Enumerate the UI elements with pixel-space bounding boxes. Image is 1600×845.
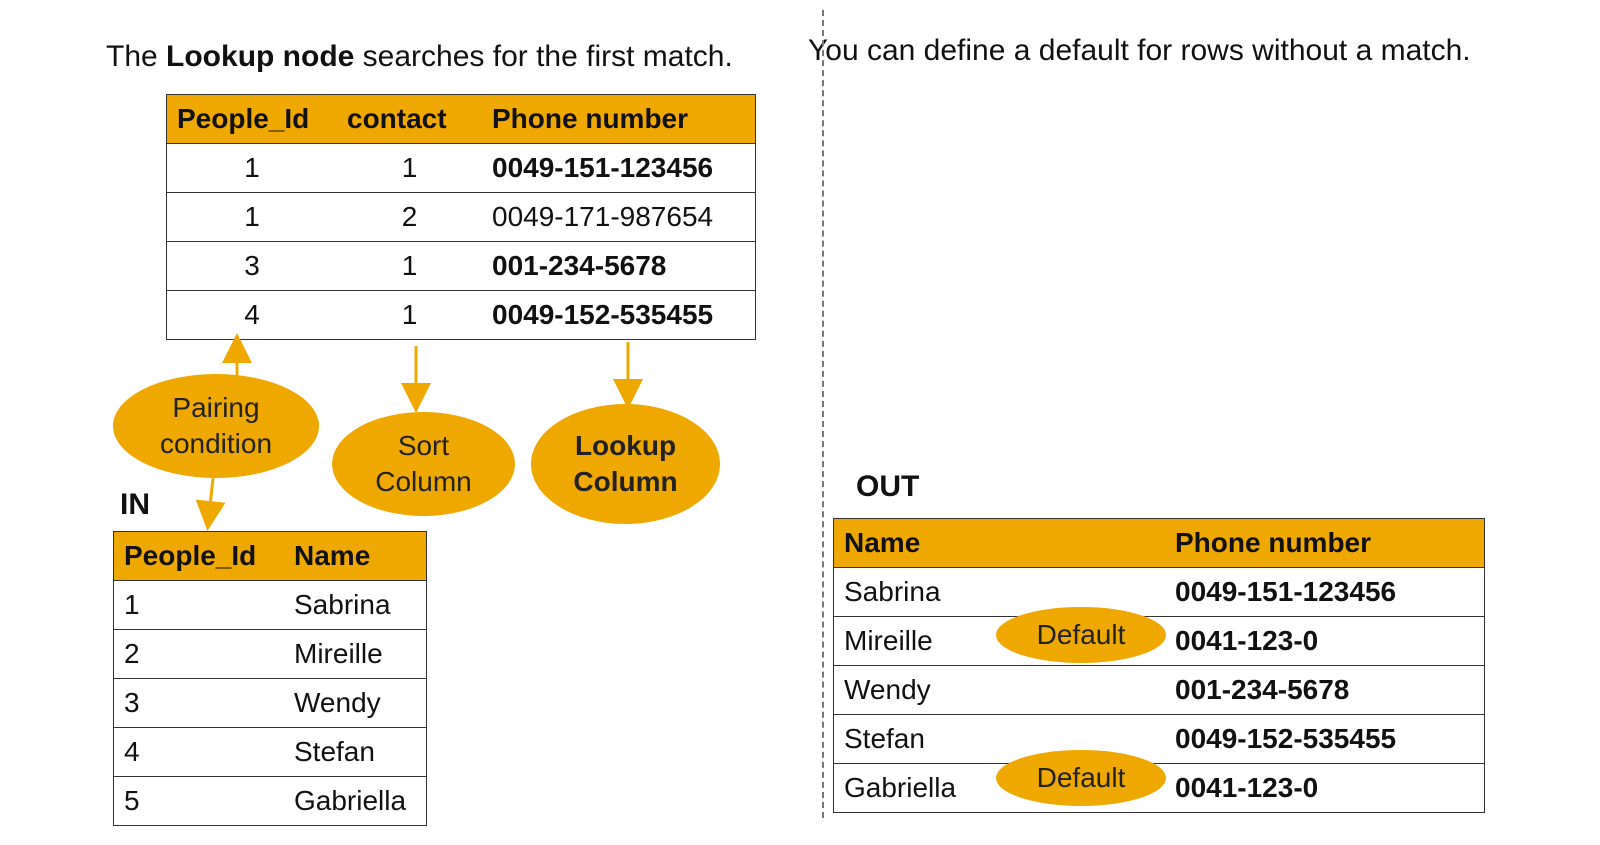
in-header-people-id: People_Id bbox=[114, 532, 285, 581]
sort-line-1: Sort bbox=[397, 430, 450, 461]
lookup-cell-phone: 001-234-5678 bbox=[482, 242, 756, 291]
table-row bbox=[114, 679, 427, 728]
table-row bbox=[834, 715, 1485, 764]
left-heading-bold: Lookup node bbox=[166, 40, 355, 73]
lookup-cell-people-id: 1 bbox=[167, 144, 338, 193]
in-cell-name: Wendy bbox=[284, 679, 427, 728]
lookup-cell-phone: 0049-152-535455 bbox=[482, 291, 756, 340]
lookup-cell-contact: 1 bbox=[337, 144, 482, 193]
default-badge: Default bbox=[996, 750, 1166, 806]
lookup-cell-phone: 0049-171-987654 bbox=[482, 193, 756, 242]
out-label: OUT bbox=[856, 470, 920, 503]
sort-column-callout bbox=[332, 412, 515, 516]
out-header-name: Name bbox=[834, 519, 1166, 568]
lookup-cell-people-id: 1 bbox=[167, 193, 338, 242]
out-cell-name: Stefan bbox=[834, 715, 1166, 764]
in-cell-name: Mireille bbox=[284, 630, 427, 679]
pairing-line-2: condition bbox=[159, 428, 273, 459]
lookup-cell-phone: 0049-151-123456 bbox=[482, 144, 756, 193]
in-cell-id: 2 bbox=[114, 630, 285, 679]
out-cell-name: Wendy bbox=[834, 666, 1166, 715]
in-cell-id: 1 bbox=[114, 581, 285, 630]
table-row bbox=[834, 568, 1485, 617]
in-cell-id: 5 bbox=[114, 777, 285, 826]
in-cell-name: Gabriella bbox=[284, 777, 427, 826]
out-cell-name: Gabriella bbox=[834, 764, 1166, 813]
pairing-condition-callout bbox=[113, 374, 319, 478]
pairing-line-1: Pairing bbox=[172, 392, 260, 423]
lookup-line-1: Lookup bbox=[574, 430, 677, 461]
out-cell-name: Mireille bbox=[834, 617, 1166, 666]
table-row bbox=[114, 581, 427, 630]
in-table-header bbox=[114, 532, 427, 581]
in-header-name: Name bbox=[284, 532, 427, 581]
table-row bbox=[834, 666, 1485, 715]
lookup-column-callout bbox=[531, 404, 720, 524]
default-badge: Default bbox=[996, 607, 1166, 663]
lookup-cell-contact: 1 bbox=[337, 291, 482, 340]
lookup-line-2: Column bbox=[573, 466, 678, 497]
in-cell-id: 3 bbox=[114, 679, 285, 728]
lookup-cell-people-id: 4 bbox=[167, 291, 338, 340]
lookup-header-contact: contact bbox=[337, 95, 482, 144]
out-header-phone: Phone number bbox=[1165, 519, 1485, 568]
lookup-header-phone: Phone number bbox=[482, 95, 756, 144]
table-row bbox=[114, 777, 427, 826]
in-label: IN bbox=[120, 488, 150, 521]
in-cell-id: 4 bbox=[114, 728, 285, 777]
left-heading-suffix: searches for the first match. bbox=[354, 40, 733, 73]
left-heading-prefix: The bbox=[106, 40, 167, 73]
in-cell-name: Sabrina bbox=[284, 581, 427, 630]
out-table-header bbox=[834, 519, 1485, 568]
lookup-cell-contact: 1 bbox=[337, 242, 482, 291]
in-table bbox=[113, 531, 427, 826]
out-cell-phone: 001-234-5678 bbox=[1165, 666, 1485, 715]
lookup-header-people-id: People_Id bbox=[167, 95, 338, 144]
out-cell-phone: 0049-152-535455 bbox=[1165, 715, 1485, 764]
out-cell-phone: 0049-151-123456 bbox=[1165, 568, 1485, 617]
right-heading: You can define a default for rows without a match. bbox=[808, 34, 1471, 67]
out-cell-name: Sabrina bbox=[834, 568, 1166, 617]
pairing-down-arrow bbox=[209, 478, 213, 516]
lookup-cell-contact: 2 bbox=[337, 193, 482, 242]
out-cell-phone: 0041-123-0 bbox=[1165, 617, 1485, 666]
sort-line-2: Column bbox=[375, 466, 472, 497]
in-cell-name: Stefan bbox=[284, 728, 427, 777]
lookup-cell-people-id: 3 bbox=[167, 242, 338, 291]
table-row bbox=[114, 630, 427, 679]
out-cell-phone: 0041-123-0 bbox=[1165, 764, 1485, 813]
table-row bbox=[114, 728, 427, 777]
